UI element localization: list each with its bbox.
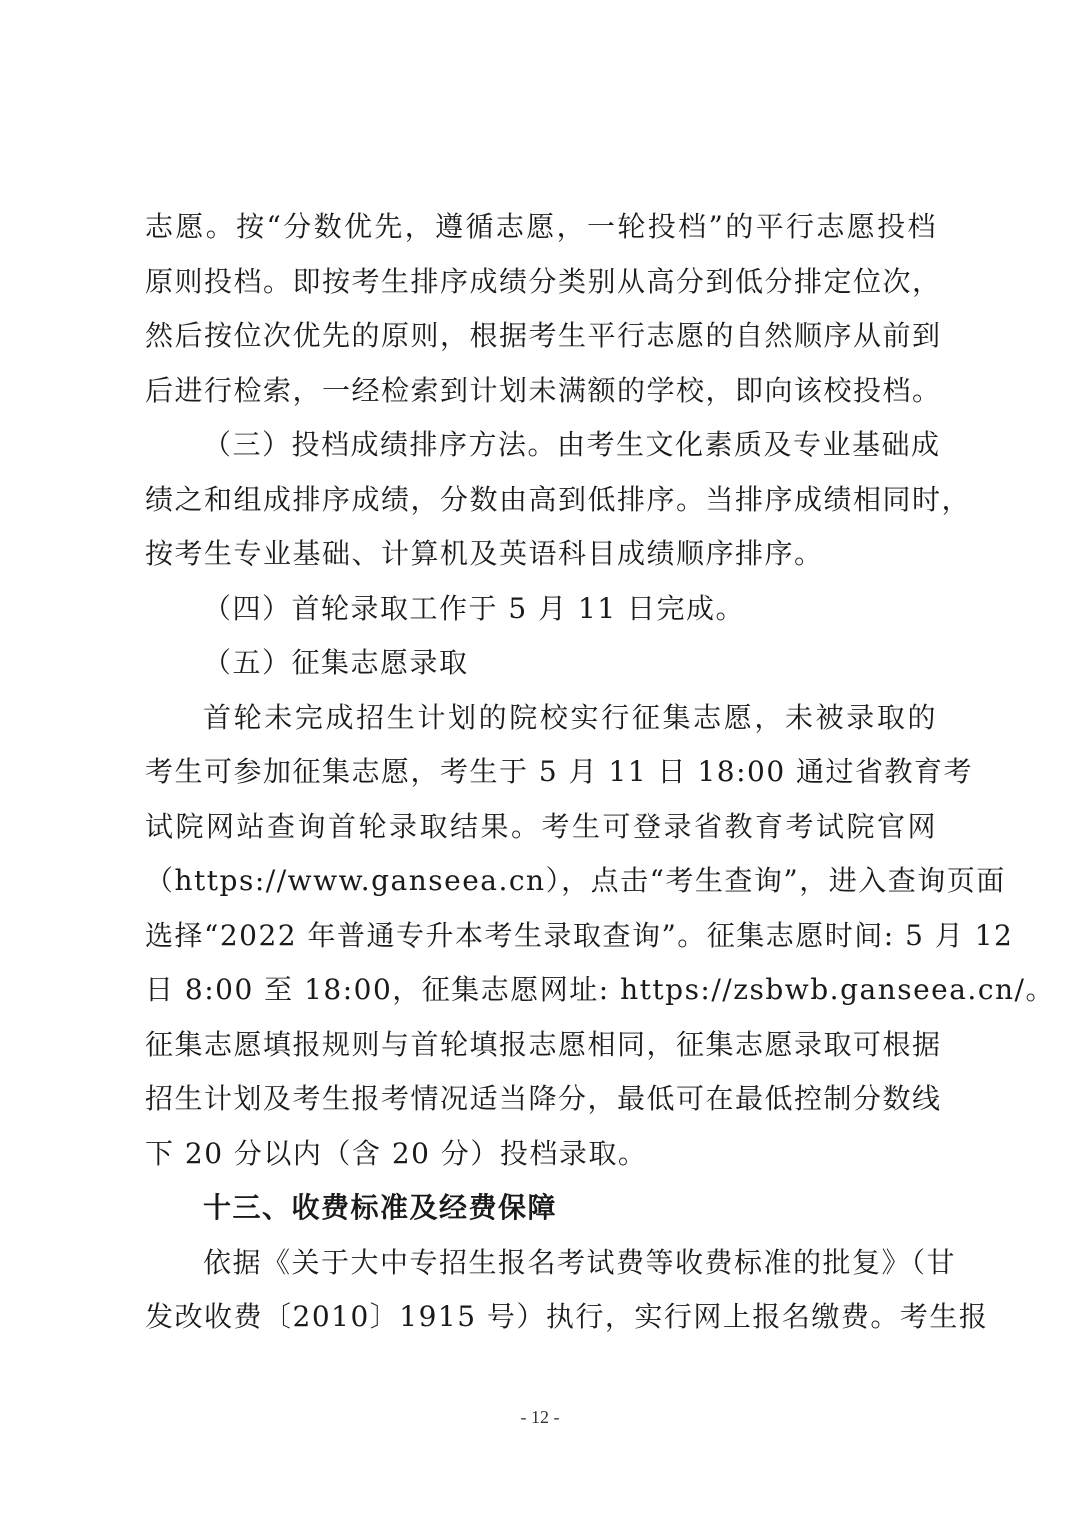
text-line: 日 8:00 至 18:00，征集志愿网址: https://zsbwb.ganseea.cn/。 (145, 973, 1055, 1006)
section-heading: 十三、收费标准及经费保障 (203, 1191, 558, 1224)
paragraph-ranking-method (145, 418, 972, 582)
text-line: 依据《关于大中专招生报名考试费等收费标准的批复》（甘 (203, 1245, 957, 1279)
paragraph-supplementary-admission-title (145, 636, 937, 691)
document-body (145, 200, 1055, 1345)
text-line: 后进行检索，一经检索到计划未满额的学校，即向该校投档。 (145, 373, 942, 407)
text-line: 招生计划及考生报考情况适当降分，最低可在最低控制分数线 (145, 1082, 942, 1115)
text-line: 然后按位次优先的原则，根据考生平行志愿的自然顺序从前到 (145, 319, 942, 352)
page-number: - 12 - (520, 1407, 560, 1427)
paragraph-supplementary-admission-details (145, 691, 1055, 1182)
text-line: 按考生专业基础、计算机及英语科目成绩顺序排序。 (145, 537, 824, 570)
text-line: （五）征集志愿录取 (203, 646, 469, 679)
text-line: 试院网站查询首轮录取结果。考生可登录省教育考试院官网 (145, 809, 937, 843)
text-line: 选择“2022 年普通专升本考生录取查询”。征集志愿时间: 5 月 12 (145, 918, 1014, 952)
text-line: 考生可参加征集志愿，考生于 5 月 11 日 18:00 通过省教育考 (145, 755, 974, 788)
text-line: （四）首轮录取工作于 5 月 11 日完成。 (203, 591, 746, 625)
text-line: （https://www.ganseea.cn），点击“考生查询”，进入查询页面 (145, 864, 1006, 897)
section-heading-fees (145, 1181, 937, 1236)
text-line: 下 20 分以内（含 20 分）投档录取。 (145, 1136, 648, 1170)
text-line: 绩之和组成排序成绩，分数由高到低排序。当排序成绩相同时， (145, 482, 972, 516)
text-line: 原则投档。即按考生排序成绩分类别从高分到低分排定位次， (145, 264, 942, 298)
paragraph-fees-body (145, 1236, 989, 1345)
text-line: （三）投档成绩排序方法。由考生文化素质及专业基础成 (203, 428, 941, 461)
paragraph-first-round-completion (145, 582, 937, 637)
text-line: 征集志愿填报规则与首轮填报志愿相同，征集志愿录取可根据 (145, 1027, 942, 1061)
text-line: 首轮未完成招生计划的院校实行征集志愿，未被录取的 (203, 700, 937, 734)
paragraph-parallel-volunteer-rule (145, 200, 942, 418)
text-line: 志愿。按“分数优先，遵循志愿，一轮投档”的平行志愿投档 (145, 210, 937, 243)
text-line: 发改收费〔2010〕1915 号）执行，实行网上报名缴费。考生报 (145, 1300, 989, 1333)
